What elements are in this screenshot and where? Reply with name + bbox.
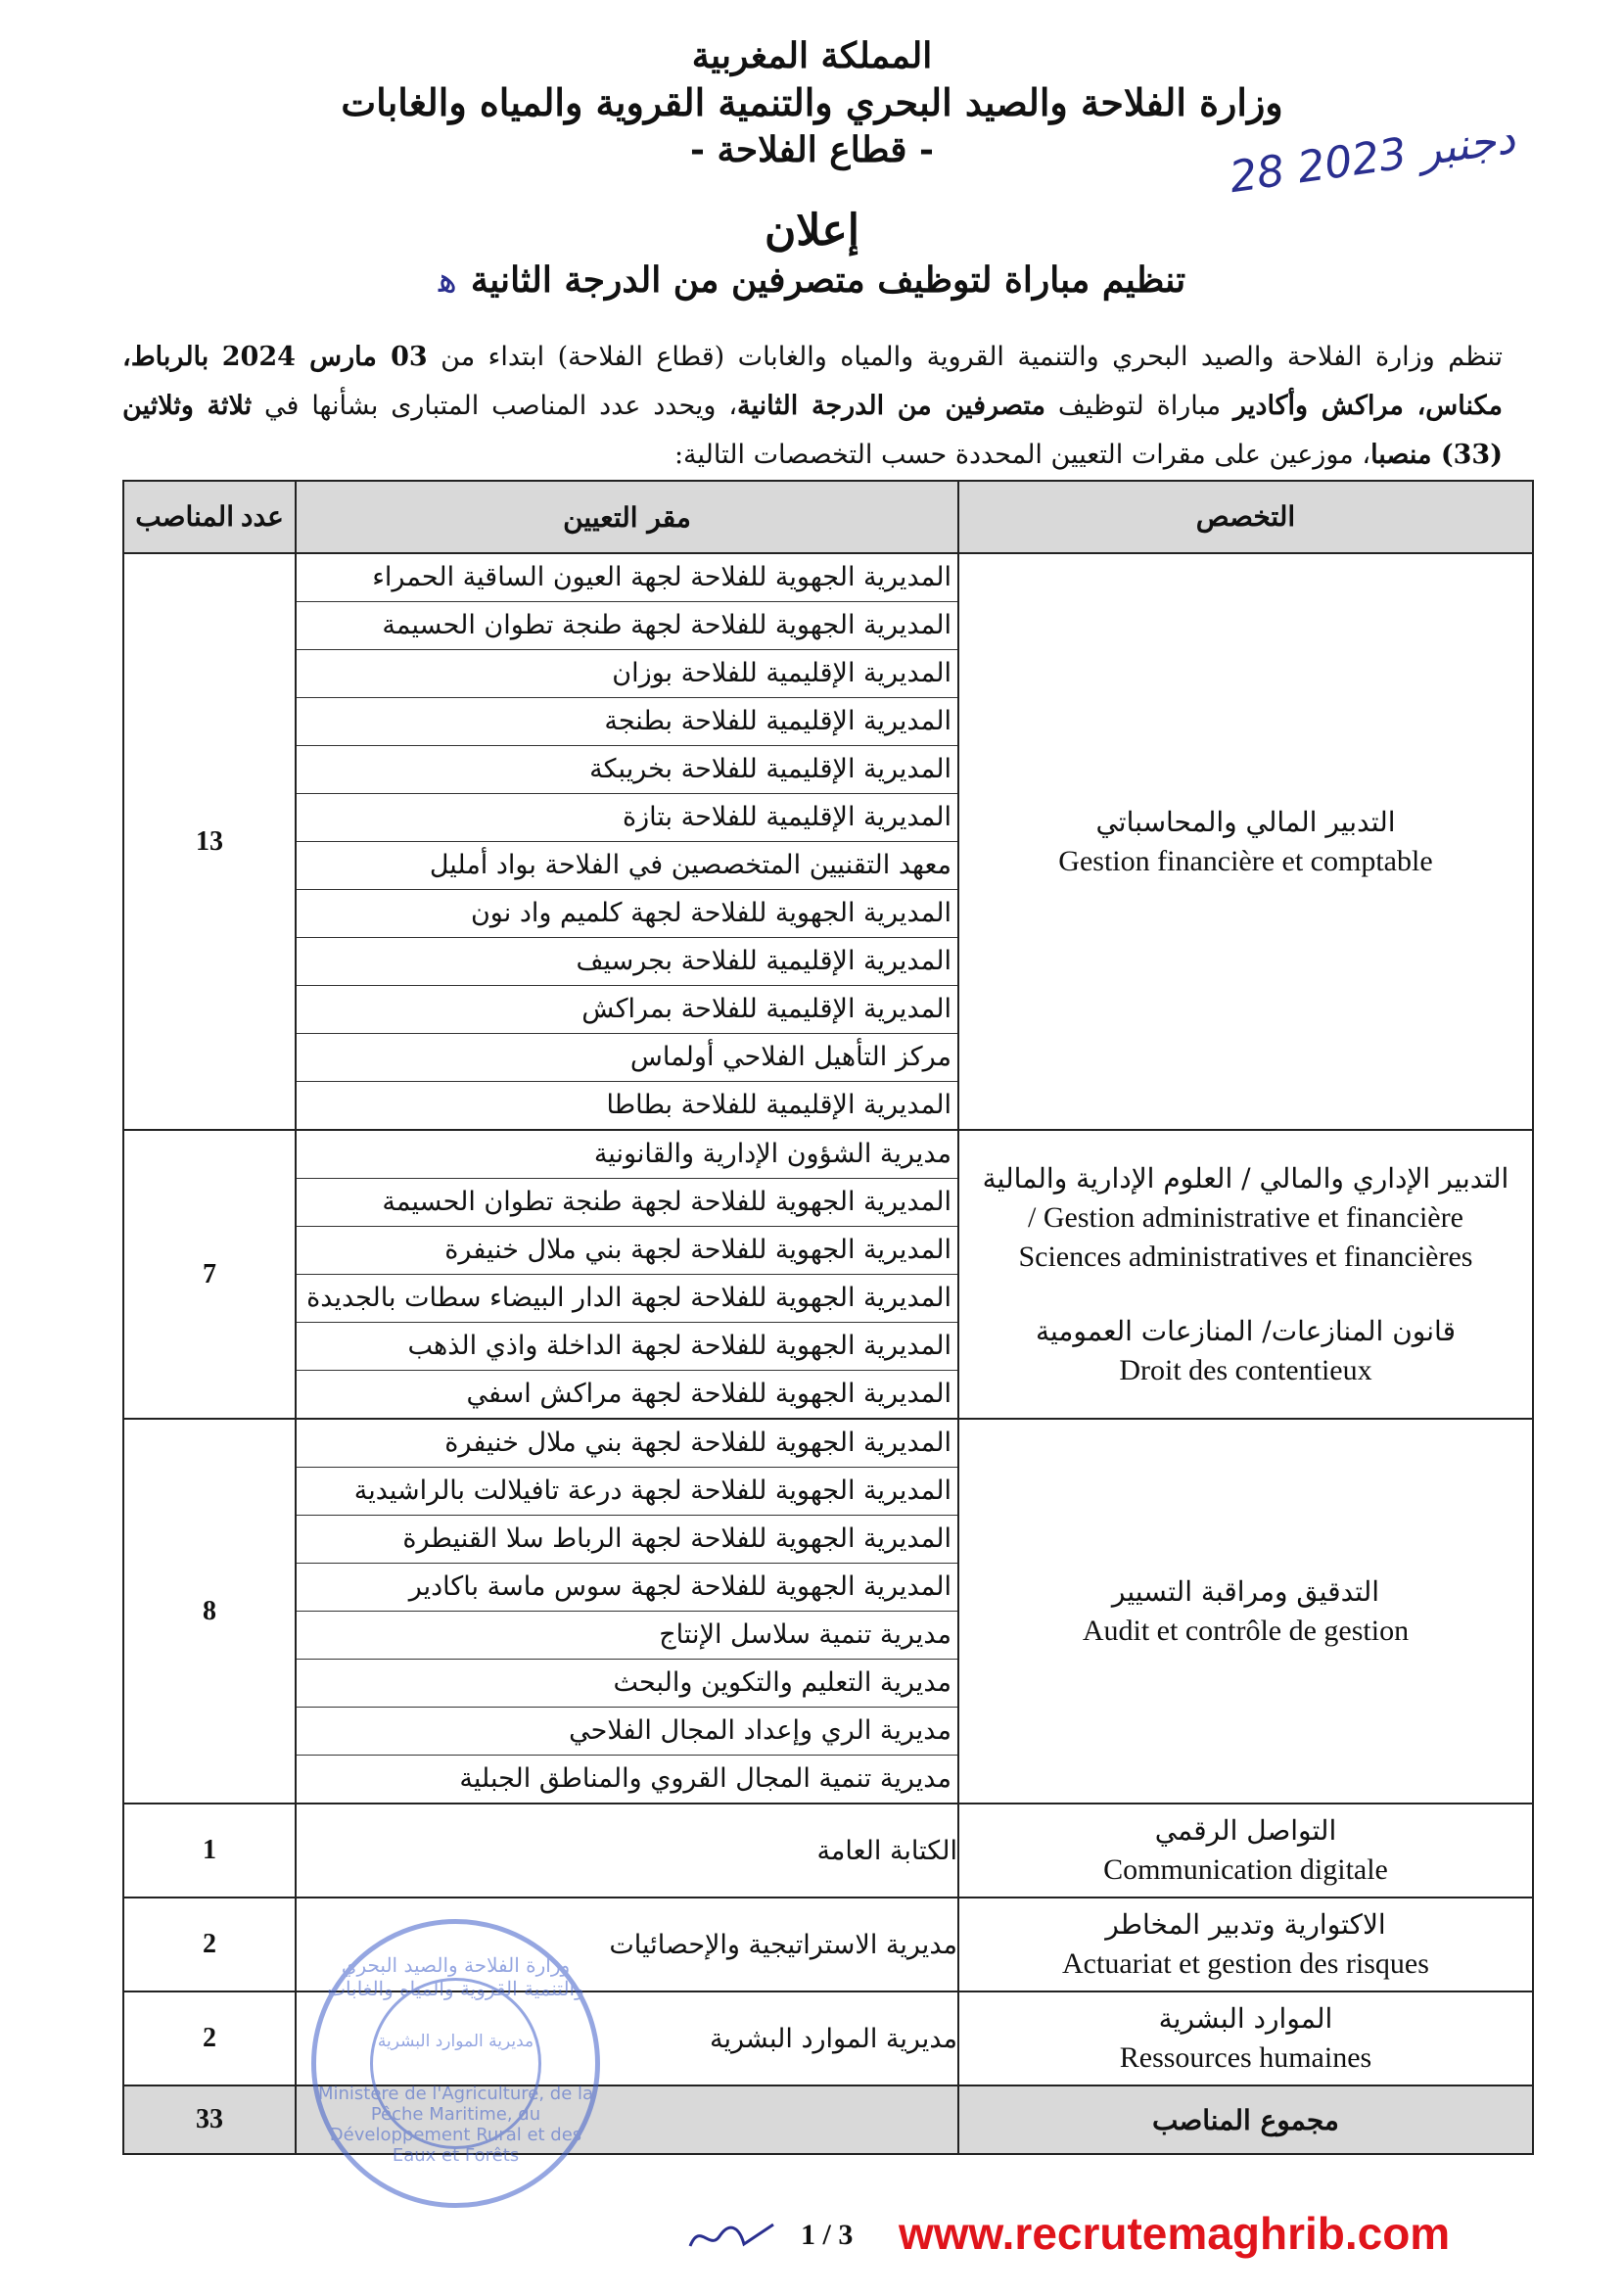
specialty-fr-2: Sciences administratives et financières [1018, 1240, 1473, 1273]
site-item: المديرية الإقليمية للفلاحة بطنجة [297, 698, 957, 746]
handwritten-date: 28 دجنبر 2023 [1226, 113, 1518, 204]
table-row [123, 1130, 1533, 1419]
count-cell: 7 [123, 1130, 296, 1419]
announcement-subtitle [0, 257, 1624, 305]
specialty-fr: Communication digitale [1103, 1853, 1388, 1886]
site-item: المديرية الجهوية للفلاحة لجهة الرباط سلا القنيطرة [297, 1516, 957, 1564]
sector-name: - قطاع الفلاحة - [690, 129, 934, 170]
intro-cities: بالرباط، مكناس، مراكش وأكادير [122, 342, 1503, 421]
site-item: المديرية الإقليمية للفلاحة بتازة [297, 794, 957, 842]
site-item: مديرية الري وإعداد المجال الفلاحي [297, 1708, 957, 1756]
table-row [123, 1804, 1533, 1898]
intro-count: ثلاثة وثلاثين (33) منصبا [122, 391, 1503, 470]
specialty-fr: Ressources humaines [1119, 2041, 1372, 2074]
site-item: المديرية الإقليمية للفلاحة بطاطا [606, 1090, 951, 1120]
specialty-cell [958, 1130, 1533, 1419]
site-item: المديرية الإقليمية للفلاحة بمراكش [297, 986, 957, 1034]
specialty-ar-2: قانون المنازعات/ المنازعات العمومية [1035, 1314, 1456, 1347]
specialty-cell [958, 1991, 1533, 2085]
count-cell: 13 [123, 553, 296, 1130]
intro-part-1: تنظم وزارة الفلاحة والصيد البحري والتنمية القروية والمياه والغابات (قطاع الفلاحة) ابتداء من [427, 342, 1503, 372]
specialty-cell [958, 1804, 1533, 1898]
stamp-mid-text: مديرية الموارد البشرية [377, 2032, 534, 2051]
page-footer [685, 2207, 1566, 2266]
site-item: المديرية الجهوية للفلاحة لجهة كلميم واد نون [297, 890, 957, 938]
site-item: المديرية الجهوية للفلاحة لجهة بني ملال خنيفرة [297, 1227, 957, 1275]
site-item: المديرية الجهوية للفلاحة لجهة مراكش اسفي [466, 1379, 951, 1409]
positions-table [122, 480, 1534, 2155]
total-label: مجموع المناصب [958, 2085, 1533, 2154]
site-item: المديرية الجهوية للفلاحة لجهة العيون الساقية الحمراء [297, 554, 957, 602]
site-item: مديرية الشؤون الإدارية والقانونية [297, 1131, 957, 1179]
intro-position: متصرفين من الدرجة الثانية [737, 391, 1045, 421]
stamp-fr-text: Ministère de l'Agriculture, de la Pêche Maritime, du Développement Rural et des Eaux et Forêts [317, 2084, 594, 2166]
specialty-ar: التواصل الرقمي [1154, 1814, 1337, 1847]
official-stamp-icon [311, 1919, 600, 2208]
site-item: مديرية التعليم والتكوين والبحث [297, 1660, 957, 1708]
specialty-fr: Gestion financière et comptable [1058, 844, 1433, 877]
site-item: المديرية الجهوية للفلاحة لجهة الداخلة واذي الذهب [297, 1323, 957, 1371]
site-item: المديرية الإقليمية للفلاحة بوزان [297, 650, 957, 698]
site-list [297, 554, 957, 1129]
intro-paragraph [122, 333, 1503, 480]
stamp-ar-text: وزارة الفلاحة والصيد البحري والتنمية القروية والمياه والغابات [327, 1953, 584, 2000]
intro-part-2: مباراة لتوظيف [1044, 391, 1234, 421]
site-single: مديرية الموارد البشرية [296, 1991, 958, 2085]
site-item: المديرية الجهوية للفلاحة لجهة الدار البيضاء سطات بالجديدة [297, 1275, 957, 1323]
site-list [297, 1131, 957, 1418]
intro-part-3: ، ويحدد عدد المناصب المتبارى بشأنها في [252, 391, 738, 421]
site-item: المديرية الجهوية للفلاحة لجهة درعة تافيلالت بالراشيدية [297, 1468, 957, 1516]
specialty-cell [958, 1419, 1533, 1804]
table-header-row [123, 481, 1533, 553]
site-item: مديرية تنمية سلاسل الإنتاج [297, 1612, 957, 1660]
count-cell: 2 [123, 1898, 296, 1991]
total-count: 33 [123, 2085, 296, 2154]
site-list [297, 1420, 957, 1803]
table-row [123, 553, 1533, 1130]
intro-date: 03 مارس 2024 [221, 342, 428, 372]
specialty-ar: الاكتوارية وتدبير المخاطر [1105, 1908, 1386, 1941]
site-item: المديرية الجهوية للفلاحة لجهة طنجة تطوان الحسيمة [297, 602, 957, 650]
site-item: مديرية تنمية المجال القروي والمناطق الجبلية [459, 1763, 951, 1794]
sites-cell [296, 553, 958, 1130]
site-item: المديرية الجهوية للفلاحة لجهة طنجة تطوان الحسيمة [297, 1179, 957, 1227]
specialty-fr-3: Droit des contentieux [1119, 1353, 1372, 1386]
table-row [123, 1419, 1533, 1804]
specialty-cell [958, 1898, 1533, 1991]
header-site: مقر التعيين [296, 481, 958, 553]
announcement-title: إعلان [764, 206, 860, 256]
site-item: المديرية الجهوية للفلاحة لجهة بني ملال خنيفرة [297, 1420, 957, 1468]
intro-part-4: ، موزعين على مقرات التعيين المحددة حسب التخصصات التالية: [673, 440, 1371, 470]
count-cell: 1 [123, 1804, 296, 1898]
page-number: 1 / 3 [801, 2219, 854, 2251]
site-item: معهد التقنيين المتخصصين في الفلاحة بواد أمليل [297, 842, 957, 890]
site-single: مديرية الاستراتيجية والإحصائيات [296, 1898, 958, 1991]
handwritten-initials-icon: ﻫ [438, 260, 457, 301]
specialty-ar: التدقيق ومراقبة التسيير [1111, 1574, 1380, 1608]
site-item: المديرية الإقليمية للفلاحة بخريبكة [297, 746, 957, 794]
specialty-fr: Gestion administrative et financière / [1028, 1200, 1463, 1234]
site-single: الكتابة العامة [296, 1804, 958, 1898]
website-link[interactable]: www.recrutemaghrib.com [899, 2208, 1451, 2259]
signature-icon [685, 2217, 783, 2256]
header-specialty: التخصص [958, 481, 1533, 553]
subtitle-text: تنظيم مباراة لتوظيف متصرفين من الدرجة الثانية [470, 259, 1186, 301]
site-item: مركز التأهيل الفلاحي أولماس [297, 1034, 957, 1082]
specialty-ar: التدبير المالي والمحاسباتي [1095, 805, 1396, 838]
country-name: المملكة المغربية [691, 35, 933, 76]
ministry-name: وزارة الفلاحة والصيد البحري والتنمية القروية والمياه والغابات [341, 80, 1283, 124]
count-cell: 2 [123, 1991, 296, 2085]
sites-cell [296, 1419, 958, 1804]
specialty-cell [958, 553, 1533, 1130]
specialty-fr: Audit et contrôle de gestion [1082, 1614, 1410, 1647]
count-cell: 8 [123, 1419, 296, 1804]
specialty-ar: الموارد البشرية [1158, 2002, 1333, 2035]
site-item: المديرية الجهوية للفلاحة لجهة سوس ماسة باكادير [297, 1564, 957, 1612]
specialty-fr: Actuariat et gestion des risques [1062, 1947, 1429, 1980]
site-item: المديرية الإقليمية للفلاحة بجرسيف [297, 938, 957, 986]
sites-cell [296, 1130, 958, 1419]
header-count: عدد المناصب [123, 481, 296, 553]
specialty-ar: التدبير الإداري والمالي / العلوم الإدارية والمالية [982, 1161, 1509, 1195]
